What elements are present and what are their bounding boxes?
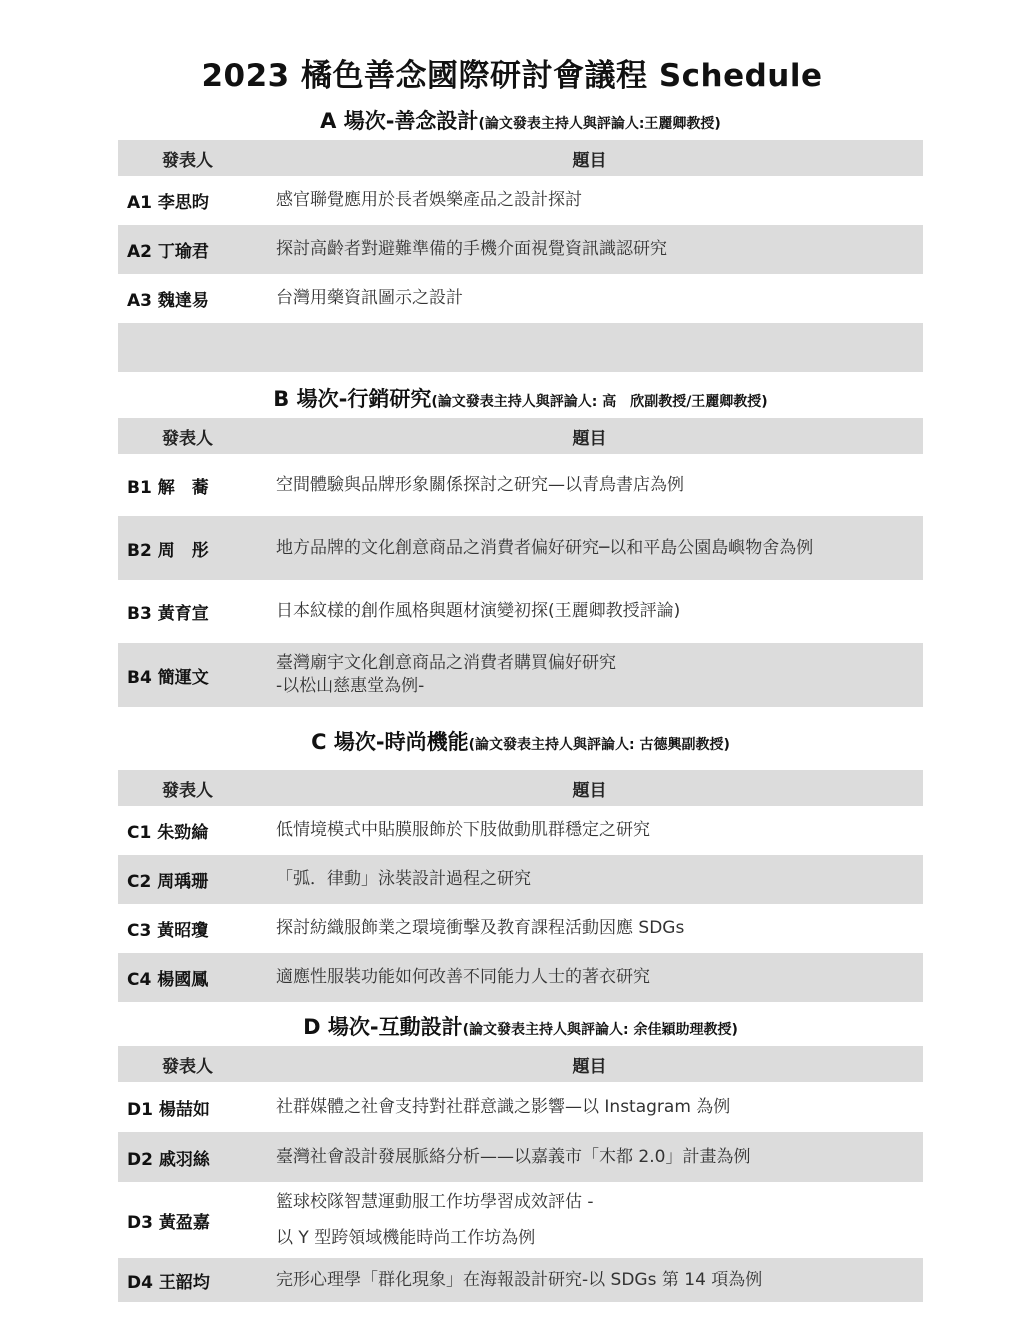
table-row: [118, 176, 923, 225]
session-moderator-note: (論文發表主持人與評論人: 高 欣副教授/王麗卿教授): [431, 394, 768, 410]
topic-column-header: 題目: [266, 770, 923, 806]
topic-column-header: 題目: [266, 140, 923, 176]
presenter-cell: D3 黃盈嘉: [127, 1212, 210, 1233]
presenter-column-header: 發表人: [118, 418, 266, 454]
table-row: [118, 953, 923, 1002]
session-b: [118, 380, 923, 707]
table-row: [118, 454, 923, 516]
presenter-cell: A1 李思昀: [127, 193, 209, 213]
session-heading: [118, 380, 923, 418]
topic-line: 籃球校隊智慧運動服工作坊學習成效評估 -: [276, 1192, 594, 1212]
page-title: 2023 橘色善念國際研討會議程 Schedule: [201, 58, 823, 94]
session-heading: [118, 722, 923, 770]
table-header-row: [118, 770, 923, 806]
topic-line: 以 Y 型跨領域機能時尚工作坊為例: [276, 1228, 536, 1248]
empty-cell: [118, 323, 266, 372]
session-table: [118, 140, 923, 372]
presenter-cell: D2 戚羽絲: [118, 1132, 266, 1182]
session-moderator-note: (論文發表主持人與評論人: 余佳穎助理教授): [462, 1022, 738, 1038]
presenter-cell: B3 黃育宣: [127, 604, 209, 624]
table-header-row: [118, 1046, 923, 1082]
empty-cell: [266, 323, 923, 372]
presenter-cell: B4 簡運文: [118, 643, 266, 707]
presenter-cell: D4 王韶均: [118, 1258, 266, 1302]
session-heading: [118, 1008, 923, 1046]
topic-cell: 臺灣社會設計發展脈絡分析——以嘉義市「木都 2.0」計畫為例: [266, 1132, 923, 1182]
topic-cell: 台灣用藥資訊圖示之設計: [276, 288, 463, 308]
session-table: [118, 1046, 923, 1302]
presenter-column-header: 發表人: [118, 770, 266, 806]
session-heading: [118, 102, 923, 140]
presenter-cell: B1 解 蕎: [127, 477, 209, 498]
topic-line: -以松山慈惠堂為例-: [276, 676, 425, 696]
table-row: [118, 806, 923, 855]
presenter-cell: C4 楊國鳳: [118, 953, 266, 1002]
topic-cell: 感官聯覺應用於長者娛樂產品之設計探討: [276, 190, 582, 210]
topic-cell: 日本紋樣的創作風格與題材演變初探(王麗卿教授評論): [276, 601, 681, 621]
session-name: B 場次-行銷研究: [273, 387, 432, 411]
topic-cell: [266, 1182, 923, 1258]
topic-cell: 完形心理學「群化現象」在海報設計研究-以 SDGs 第 14 項為例: [266, 1258, 923, 1302]
topic-line: 臺灣廟宇文化創意商品之消費者購買偏好研究: [276, 653, 616, 673]
topic-cell: 探討紡織服飾業之環境衝擊及教育課程活動因應 SDGs: [276, 918, 685, 938]
empty-row: [118, 323, 923, 372]
session-name: C 場次-時尚機能: [311, 730, 469, 754]
table-row: [118, 274, 923, 323]
table-row: [118, 1182, 923, 1258]
presenter-cell: C3 黃昭瓊: [127, 921, 209, 941]
session-name: D 場次-互動設計: [303, 1015, 463, 1039]
topic-cell: 適應性服裝功能如何改善不同能力人士的著衣研究: [266, 953, 923, 1002]
table-row: [118, 1258, 923, 1302]
presenter-cell: A3 魏達易: [127, 291, 209, 311]
table-row: [118, 516, 923, 580]
presenter-column-header: 發表人: [118, 140, 266, 176]
topic-cell: 社群媒體之社會支持對社群意識之影響—以 Instagram 為例: [276, 1096, 731, 1117]
topic-cell: 地方品牌的文化創意商品之消費者偏好研究─以和平島公園島嶼物舍為例: [266, 516, 923, 580]
presenter-cell: D1 楊喆如: [127, 1099, 210, 1120]
presenter-cell: C1 朱勁綸: [127, 823, 209, 843]
table-row: [118, 643, 923, 707]
topic-column-header: 題目: [266, 1046, 923, 1082]
session-a: [118, 102, 923, 372]
table-row: [118, 855, 923, 904]
presenter-cell: A2 丁瑜君: [118, 225, 266, 274]
table-header-row: [118, 140, 923, 176]
session-d: [118, 1008, 923, 1302]
session-moderator-note: (論文發表主持人與評論人: 古德興副教授): [468, 737, 730, 753]
table-row: [118, 225, 923, 274]
table-row: [118, 1132, 923, 1182]
session-table: [118, 418, 923, 707]
table-header-row: [118, 418, 923, 454]
topic-cell: 空間體驗與品牌形象關係探討之研究—以青鳥書店為例: [276, 474, 684, 495]
topic-cell: 探討高齡者對避難準備的手機介面視覺資訊識認研究: [266, 225, 923, 274]
session-name: A 場次-善念設計: [320, 109, 479, 133]
table-row: [118, 904, 923, 953]
presenter-cell: B2 周 彤: [118, 516, 266, 580]
session-c: [118, 722, 923, 1002]
session-table: [118, 770, 923, 1002]
session-moderator-note: (論文發表主持人與評論人:王麗卿教授): [478, 116, 721, 132]
topic-cell: 低情境模式中貼膜服飾於下肢做動肌群穩定之研究: [276, 820, 650, 840]
presenter-cell: C2 周瑀珊: [118, 855, 266, 904]
table-row: [118, 580, 923, 643]
topic-column-header: 題目: [266, 418, 923, 454]
topic-cell: 「弧．律動」泳裝設計過程之研究: [266, 855, 923, 904]
topic-cell: [266, 643, 923, 707]
table-row: [118, 1082, 923, 1132]
presenter-column-header: 發表人: [118, 1046, 266, 1082]
